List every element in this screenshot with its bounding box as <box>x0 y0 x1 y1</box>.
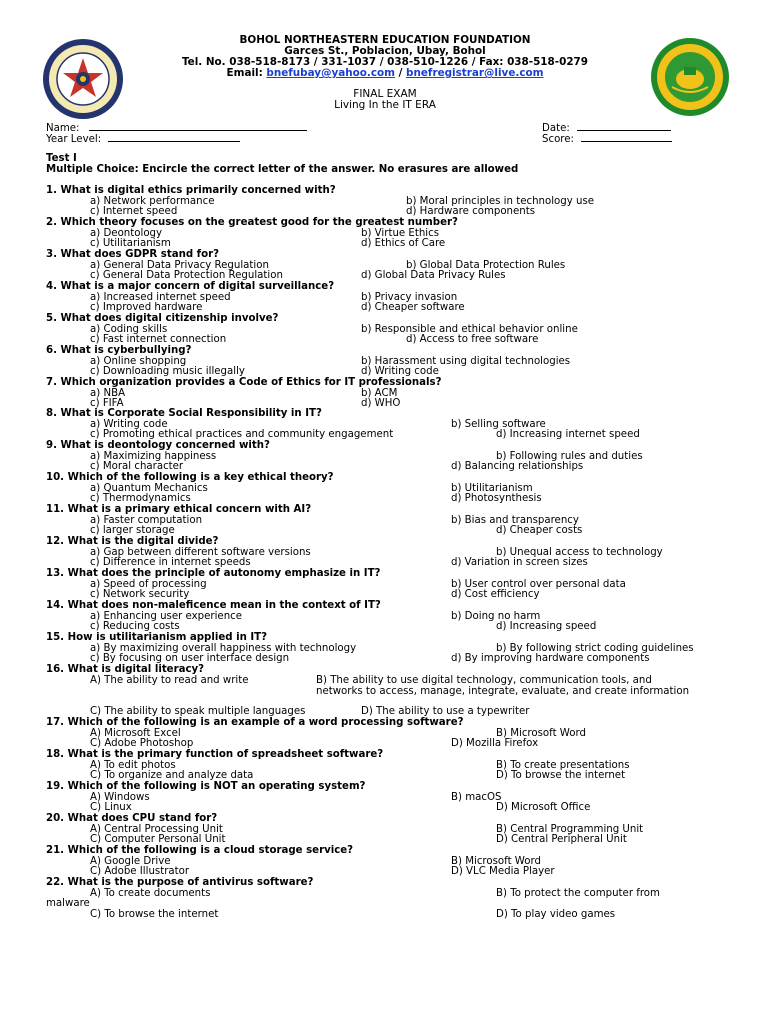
choice-d[interactable]: d) Photosynthesis <box>451 493 542 505</box>
choice-a[interactable]: A) To edit photos <box>90 759 176 771</box>
exam-title: FINAL EXAM <box>353 88 417 100</box>
choice-b[interactable]: B) To protect the computer from <box>496 887 660 899</box>
choice-b[interactable]: b) Selling software <box>451 418 546 430</box>
choice-b[interactable]: B) Central Programming Unit <box>496 823 644 835</box>
choice-d[interactable]: d) Variation in screen sizes <box>451 557 588 569</box>
choice-a[interactable]: a) Speed of processing <box>90 578 207 590</box>
exam-subject: Living In the IT ERA <box>334 99 436 111</box>
choice-c[interactable]: c) larger storage <box>90 525 175 537</box>
choice-b[interactable]: b) Unequal access to technology <box>496 546 663 558</box>
school-seal-logo-right <box>650 37 730 117</box>
question-text: 11. What is a primary ethical concern with AI? <box>46 504 312 515</box>
question-text: 6. What is cyberbullying? <box>46 345 192 356</box>
choice-d[interactable]: d) Access to free software <box>406 334 539 346</box>
choice-c[interactable]: C) Linux <box>90 802 132 814</box>
choice-b[interactable]: B) Microsoft Word <box>496 727 586 739</box>
choice-b[interactable]: b) Global Data Protection Rules <box>406 259 566 271</box>
question-text: 10. Which of the following is a key ethical theory? <box>46 472 334 483</box>
question-text: 18. What is the primary function of spreadsheet software? <box>46 749 384 760</box>
choice-d[interactable]: d) Increasing speed <box>496 621 597 633</box>
choice-d[interactable]: d) Ethics of Care <box>361 238 446 250</box>
choice-b[interactable]: b) Virtue Ethics <box>361 227 440 239</box>
choice-c[interactable]: c) By focusing on user interface design <box>90 653 290 665</box>
question-text: 19. Which of the following is NOT an operating system? <box>46 781 366 792</box>
question-text: 21. Which of the following is a cloud storage service? <box>46 845 354 856</box>
choice-d[interactable]: D) To browse the internet <box>496 770 626 782</box>
question-text: 2. Which theory focuses on the greatest good for the greatest number? <box>46 217 458 228</box>
choice-d[interactable]: D) VLC Media Player <box>451 866 555 878</box>
school-seal-logo-left <box>42 38 124 120</box>
choice-b[interactable]: b) Utilitarianism <box>451 482 533 494</box>
choice-a[interactable]: A) The ability to read and write <box>90 674 249 686</box>
choice-c[interactable]: c) Internet speed <box>90 206 178 218</box>
choice-d[interactable]: d) Writing code <box>361 366 439 378</box>
date-blank <box>577 121 671 131</box>
choice-a[interactable]: A) Microsoft Excel <box>90 727 181 739</box>
choice-c[interactable]: c) Utilitarianism <box>90 238 171 250</box>
question-text: 1. What is digital ethics primarily concerned with? <box>46 185 336 196</box>
question-text: 9. What is deontology concerned with? <box>46 440 270 451</box>
question-text: 13. What does the principle of autonomy emphasize in IT? <box>46 568 381 579</box>
choice-b[interactable]: B) macOS <box>451 791 502 803</box>
choice-d[interactable]: D) Microsoft Office <box>496 802 591 814</box>
score-blank <box>581 132 672 142</box>
test-instructions: Multiple Choice: Encircle the correct letter of the answer. No erasures are allowed <box>46 164 519 175</box>
email-link-1[interactable]: bnefubay@yahoo.com <box>266 67 395 79</box>
email-separator: / <box>398 67 403 79</box>
choice-c[interactable]: c) Fast internet connection <box>90 334 227 346</box>
choice-c[interactable]: C) To browse the internet <box>90 908 219 920</box>
choice-c[interactable]: c) Moral character <box>90 461 184 473</box>
choice-b[interactable]: b) By following strict coding guidelines <box>496 642 694 654</box>
choice-a[interactable]: a) Online shopping <box>90 355 187 367</box>
email-link-2[interactable]: bnefregistrar@live.com <box>406 67 544 79</box>
choice-c[interactable]: c) Network security <box>90 589 190 601</box>
choice-b[interactable]: b) Doing no harm <box>451 610 541 622</box>
choice-b[interactable]: b) Moral principles in technology use <box>406 195 595 207</box>
choice-b[interactable]: b) User control over personal data <box>451 578 626 590</box>
question-text: 5. What does digital citizenship involve? <box>46 313 279 324</box>
test-label: Test I <box>46 153 77 164</box>
question-text: 20. What does CPU stand for? <box>46 813 218 824</box>
choice-c[interactable]: C) Computer Personal Unit <box>90 834 226 846</box>
choice-c[interactable]: c) Promoting ethical practices and community engagement <box>90 429 394 441</box>
choice-a[interactable]: a) Deontology <box>90 227 163 239</box>
school-address: Garces St., Poblacion, Ubay, Bohol <box>284 45 486 57</box>
choice-d[interactable]: d) Increasing internet speed <box>496 429 640 441</box>
choice-a[interactable]: a) Enhancing user experience <box>90 610 243 622</box>
choice-b[interactable]: b) Following rules and duties <box>496 450 643 462</box>
choice-c[interactable]: c) Improved hardware <box>90 302 203 314</box>
choice-c[interactable]: C) The ability to speak multiple languages <box>90 706 306 718</box>
choice-c[interactable]: c) Thermodynamics <box>90 493 191 505</box>
choice-c[interactable]: c) General Data Protection Regulation <box>90 270 283 282</box>
choice-b[interactable]: B) Microsoft Word <box>451 855 541 867</box>
choice-d[interactable]: d) Balancing relationships <box>451 461 584 473</box>
score-label: Score: <box>542 134 574 145</box>
choice-d[interactable]: d) Cheaper software <box>361 302 465 314</box>
choice-c[interactable]: C) Adobe Photoshop <box>90 738 194 750</box>
choice-a[interactable]: a) Gap between different software versions <box>90 546 311 558</box>
choice-d[interactable]: D) Mozilla Firefox <box>451 738 539 750</box>
choice-c[interactable]: c) Downloading music illegally <box>90 366 245 378</box>
choice-d[interactable]: d) WHO <box>361 398 401 410</box>
choice-a[interactable]: a) By maximizing overall happiness with technology <box>90 642 357 654</box>
question-text: 17. Which of the following is an example of a word processing software? <box>46 717 464 728</box>
choice-a[interactable]: a) General Data Privacy Regulation <box>90 259 269 271</box>
choice-c[interactable]: c) Reducing costs <box>90 621 180 633</box>
choice-b[interactable]: b) Responsible and ethical behavior online <box>361 323 578 335</box>
date-label: Date: <box>542 123 570 134</box>
choice-d[interactable]: D) The ability to use a typewriter <box>361 706 530 718</box>
email-label: Email: <box>226 67 263 79</box>
choice-a[interactable]: a) Quantum Mechanics <box>90 482 208 494</box>
choice-a[interactable]: A) Central Processing Unit <box>90 823 223 835</box>
school-contact: Tel. No. 038-518-8173 / 331-1037 / 038-510-1226 / Fax: 038-518-0279 <box>181 56 589 68</box>
choice-a[interactable]: a) Network performance <box>90 195 215 207</box>
choice-d[interactable]: d) Global Data Privacy Rules <box>361 270 506 282</box>
choice-c[interactable]: c) Difference in internet speeds <box>90 557 251 569</box>
choice-a[interactable]: A) To create documents <box>90 887 211 899</box>
question-text: 14. What does non-maleficence mean in the context of IT? <box>46 600 381 611</box>
year-level-field[interactable] <box>46 132 240 145</box>
choice-b[interactable]: b) Privacy invasion <box>361 291 458 303</box>
question-text: 12. What is the digital divide? <box>46 536 219 547</box>
choice-a[interactable]: a) Faster computation <box>90 514 203 526</box>
name-label: Name: <box>46 123 80 134</box>
score-field[interactable] <box>542 132 672 145</box>
choice-d[interactable]: d) Cheaper costs <box>496 525 583 537</box>
choice-a[interactable]: a) NBA <box>90 387 126 399</box>
choice-b[interactable]: b) ACM <box>361 387 398 399</box>
choice-c[interactable]: C) To organize and analyze data <box>90 770 254 782</box>
name-blank <box>89 121 307 131</box>
choice-a[interactable]: a) Maximizing happiness <box>90 450 217 462</box>
year-level-label: Year Level: <box>46 134 102 145</box>
question-text: 22. What is the purpose of antivirus software? <box>46 877 314 888</box>
question-text: 8. What is Corporate Social Responsibility in IT? <box>46 408 322 419</box>
choice-c[interactable]: c) FIFA <box>90 398 124 410</box>
question-text: 7. Which organization provides a Code of Ethics for IT professionals? <box>46 377 442 388</box>
choice-a[interactable]: a) Writing code <box>90 418 168 430</box>
school-email-line <box>130 68 640 80</box>
choice-b[interactable]: b) Bias and transparency <box>451 514 579 526</box>
question-text: 3. What does GDPR stand for? <box>46 249 220 260</box>
choice-a[interactable]: a) Coding skills <box>90 323 168 335</box>
choice-d[interactable]: d) Hardware components <box>406 206 536 218</box>
choice-b[interactable]: B) The ability to use digital technology, communication tools, and networks to access, manage, integrate, evaluate, and create information <box>316 674 690 697</box>
school-name: BOHOL NORTHEASTERN EDUCATION FOUNDATION <box>239 34 531 46</box>
choice-b[interactable]: B) To create presentations <box>496 759 630 771</box>
choice-a[interactable]: A) Windows <box>90 791 150 803</box>
year-level-blank <box>108 132 240 142</box>
choice-d[interactable]: d) By improving hardware components <box>451 653 650 665</box>
choice-b[interactable]: b) Harassment using digital technologies <box>361 355 571 367</box>
question-text: 15. How is utilitarianism applied in IT? <box>46 632 268 643</box>
question-text: 16. What is digital literacy? <box>46 664 205 675</box>
choice-d[interactable]: d) Cost efficiency <box>451 589 540 601</box>
choice-c[interactable]: C) Adobe Illustrator <box>90 866 190 878</box>
question-text: 4. What is a major concern of digital surveillance? <box>46 281 335 292</box>
choice-b-continued[interactable]: malware <box>46 898 90 910</box>
choice-a[interactable]: a) Increased internet speed <box>90 291 231 303</box>
choice-a[interactable]: A) Google Drive <box>90 855 171 867</box>
choice-d[interactable]: D) Central Peripheral Unit <box>496 834 627 846</box>
choice-d[interactable]: D) To play video games <box>496 908 616 920</box>
